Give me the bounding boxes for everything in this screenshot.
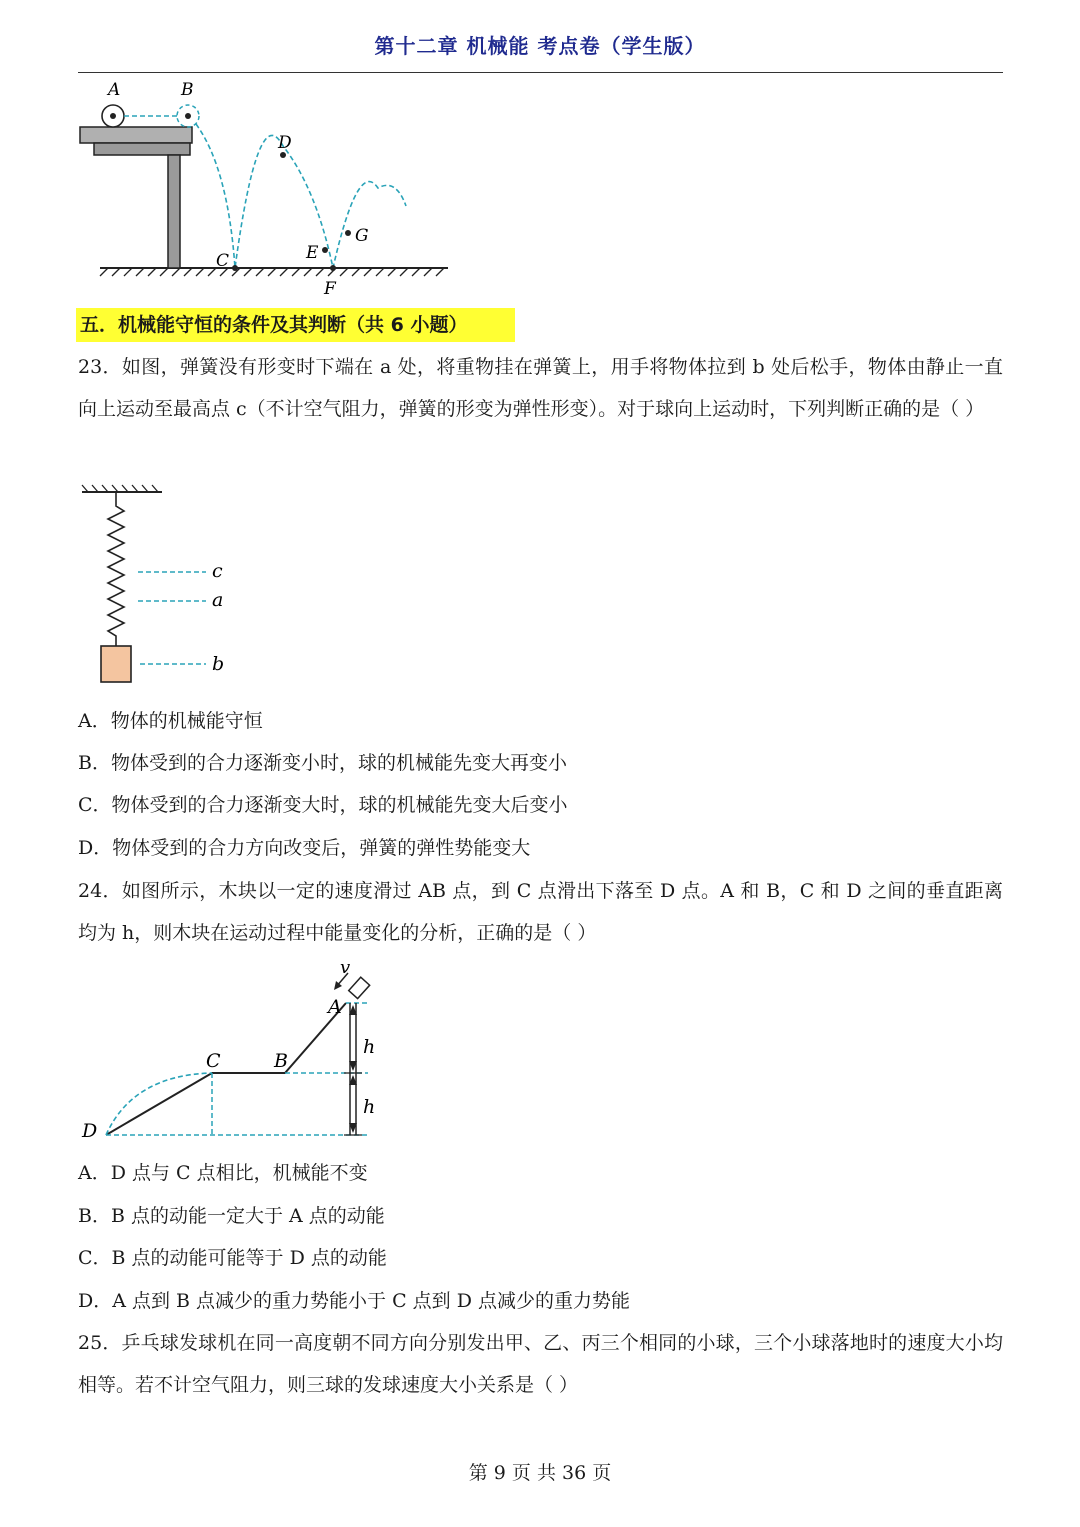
page-header: 第十二章 机械能 考点卷（学生版） — [374, 34, 706, 58]
fig1-label-d: D — [278, 133, 292, 153]
ramp-label-c: C — [206, 1050, 221, 1072]
q23-option-b: B．物体受到的合力逐渐变小时，球的机械能先变大再变小 — [78, 752, 567, 774]
question-23-text: 23．如图，弹簧没有形变时下端在 a 处，将重物挂在弹簧上，用手将物体拉到 b 处后松手，物体由静止一直向上运动至最高点 c（不计空气阻力，弹簧的形变为弹性形变）。对于球向上运动时，下列判断正确的是（ ） — [78, 356, 1003, 420]
ramp-label-d: D — [82, 1120, 98, 1142]
fig1-label-e: E — [306, 243, 319, 263]
page-number: 第 9 页 共 36 页 — [468, 1462, 612, 1484]
q24-option-d: D．A 点到 B 点减少的重力势能小于 C 点到 D 点减少的重力势能 — [78, 1290, 630, 1312]
question-25-text: 25．乒乓球发球机在同一高度朝不同方向分别发出甲、乙、丙三个相同的小球，三个小球落地时的速度大小均相等。若不计空气阻力，则三球的发球速度大小关系是（ ） — [78, 1332, 1003, 1396]
q24-option-c: C．B 点的动能可能等于 D 点的动能 — [78, 1247, 387, 1269]
ramp-label-h-upper: h — [363, 1036, 376, 1058]
spring-label-a: a — [212, 589, 224, 611]
fig1-label-a: A — [108, 80, 121, 100]
section-heading: 五．机械能守恒的条件及其判断（共 6 小题） — [76, 308, 515, 342]
fig1-label-b: B — [181, 80, 194, 100]
figure-ramp — [78, 955, 398, 1145]
q23-option-d: D．物体受到的合力方向改变后，弹簧的弹性势能变大 — [78, 837, 531, 859]
ramp-label-h-lower: h — [363, 1096, 376, 1118]
ramp-label-v: v — [340, 957, 351, 978]
q23-option-c: C．物体受到的合力逐渐变大时，球的机械能先变大后变小 — [78, 794, 568, 816]
header-divider — [78, 72, 1003, 73]
q24-option-a: A．D 点与 C 点相比，机械能不变 — [78, 1162, 368, 1184]
question-24-text: 24．如图所示，木块以一定的速度滑过 AB 点，到 C 点滑出下落至 D 点。A 和 B，C 和 D 之间的垂直距离均为 h，则木块在运动过程中能量变化的分析，正确的是（ ） — [78, 880, 1003, 944]
q24-option-b: B．B 点的动能一定大于 A 点的动能 — [78, 1205, 385, 1227]
spring-label-b: b — [212, 653, 225, 675]
fig1-label-f: F — [324, 279, 336, 299]
q23-option-a: A．物体的机械能守恒 — [78, 710, 263, 732]
ramp-label-b: B — [274, 1050, 288, 1072]
figure-bouncing-ball — [78, 78, 458, 300]
figure-spring — [78, 484, 278, 694]
spring-label-c: c — [212, 560, 223, 582]
fig1-label-g: G — [355, 226, 369, 246]
fig1-label-c: C — [216, 251, 230, 271]
ramp-label-a: A — [328, 996, 342, 1018]
